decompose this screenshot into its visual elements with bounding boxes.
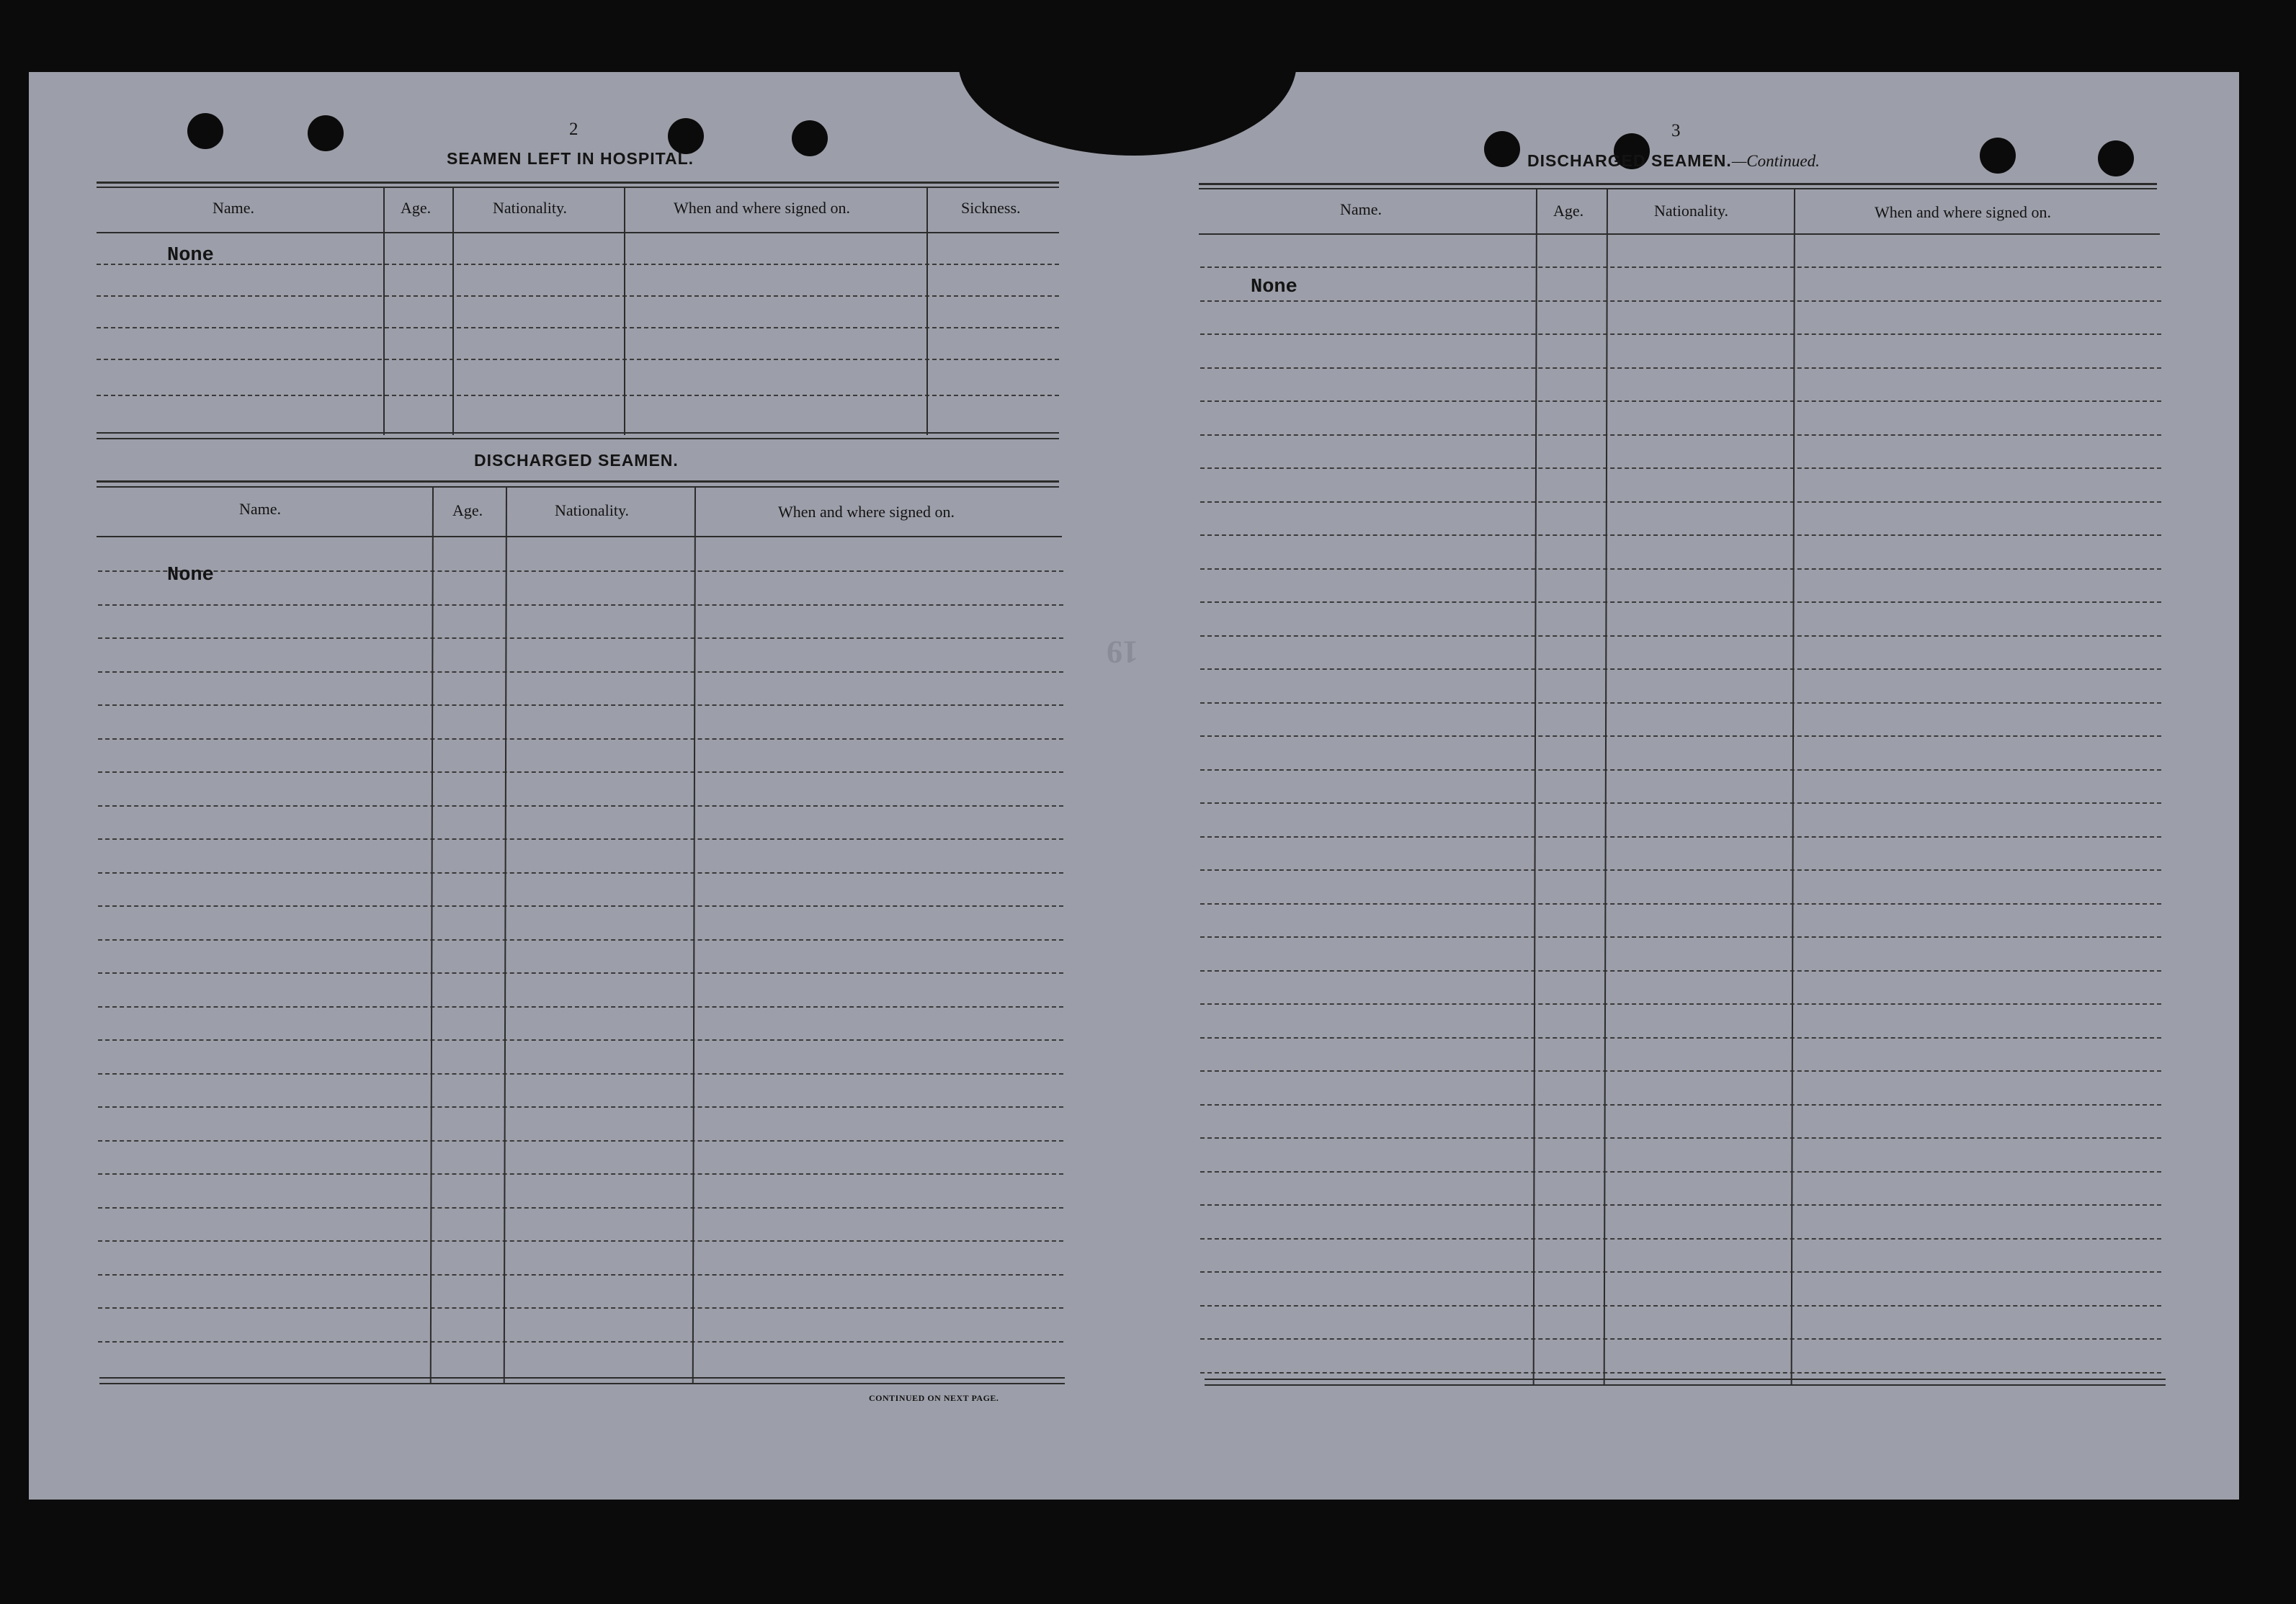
ruled-row-line [98,604,1063,606]
right-table-bottom-rule [1205,1379,2166,1380]
ruled-row-line [1200,1338,2161,1340]
ruled-row-line [1200,367,2161,369]
ruled-row-line [1200,534,2161,536]
ruled-row-line [1200,769,2161,771]
hospital-row-line [97,264,1059,265]
ruled-row-line [98,939,1063,941]
punch-hole [2098,140,2134,176]
document-sheet [29,72,2239,1500]
ruled-row-line [1200,1238,2161,1240]
right-col-nationality: Nationality. [1654,202,1729,220]
discharged-col-age: Age. [452,501,483,519]
right-section-title [1527,151,1820,171]
page-number-left: 2 [569,120,579,139]
punch-hole [187,113,223,149]
ruled-row-line [98,1106,1063,1108]
hospital-section-title: SEAMEN LEFT IN HOSPITAL. [447,149,694,168]
ruled-row-line [1200,333,2161,335]
hospital-table-top-rule [97,187,1059,188]
ruled-row-line [1200,735,2161,737]
hospital-row-line [97,395,1059,396]
ruled-row-line [1200,1137,2161,1139]
discharged-header-rule [97,536,1062,537]
right-section-title-suffix: —Continued. [1731,152,1820,170]
right-section-title-main: DISCHARGED SEAMEN. [1527,151,1732,170]
discharged-table-bottom-rule [99,1377,1065,1379]
ruled-row-line [98,738,1063,740]
ruled-row-line [98,1207,1063,1209]
ruled-row-line [98,1240,1063,1242]
ruled-row-line [98,838,1063,840]
ruled-row-line [1200,869,2161,871]
ruled-row-line [98,1140,1063,1142]
ruled-row-line [98,671,1063,673]
ruled-row-line [98,637,1063,639]
hospital-row-line [97,359,1059,360]
ruled-row-line [1200,1171,2161,1173]
discharged-table-top-rule [97,480,1059,483]
ruled-row-line [1200,802,2161,804]
ruled-row-line [98,771,1063,773]
ruled-row-line [98,570,1063,572]
ruled-row-line [1200,300,2161,302]
ruled-row-line [98,972,1063,974]
hospital-header-rule [97,232,1059,233]
punch-hole [1484,131,1520,167]
ruled-row-line [1200,1003,2161,1005]
discharged-col-signed-on: When and where signed on. [778,503,955,521]
right-col-signed-on: When and where signed on. [1875,203,2051,221]
hospital-col-signed-on: When and where signed on. [674,199,850,217]
discharged-col-nationality: Nationality. [555,501,630,519]
hospital-col-age: Age. [401,199,432,217]
ruled-row-line [1200,1070,2161,1072]
hospital-col-divider [926,187,928,435]
ruled-row-line [1200,1037,2161,1039]
ruled-row-line [98,1173,1063,1175]
ruled-row-line [1200,601,2161,603]
ruled-row-line [98,1073,1063,1075]
ruled-row-line [98,905,1063,907]
ruled-row-line [1200,266,2161,268]
ruled-row-line [1200,568,2161,570]
ruled-row-line [1200,434,2161,436]
discharged-entry-none: None [167,565,214,586]
ruled-row-line [1200,1372,2161,1374]
ruled-row-line [1200,1305,2161,1307]
punch-hole [1980,138,2016,174]
ruled-row-line [1200,1104,2161,1106]
ruled-row-line [98,805,1063,807]
discharged-table-top-rule [97,486,1059,488]
punch-hole [792,120,828,156]
right-table-top-rule [1199,188,2157,189]
ruled-row-line [1200,702,2161,704]
ruled-row-line [1200,467,2161,469]
hospital-col-divider [624,187,625,435]
ruled-row-line [98,1341,1063,1343]
hospital-row-line [97,327,1059,328]
ruled-row-line [98,1039,1063,1041]
page-number-right: 3 [1671,121,1681,140]
ruled-row-line [1200,1204,2161,1206]
ruled-row-line [98,1274,1063,1276]
hospital-entry-none: None [167,245,214,266]
discharged-table-bottom-rule [99,1383,1065,1384]
right-col-name: Name. [1340,200,1382,218]
hospital-col-name: Name. [213,199,255,217]
ruled-row-line [98,704,1063,706]
ruled-row-line [98,1006,1063,1008]
ruled-row-line [1200,970,2161,972]
right-table-top-rule [1199,183,2157,185]
ruled-row-line [1200,668,2161,670]
hospital-table-top-rule [97,182,1059,184]
right-table-bottom-rule [1205,1384,2166,1386]
ruled-row-line [1200,400,2161,402]
right-col-age: Age. [1553,202,1584,220]
discharged-col-name: Name. [239,500,282,518]
ruled-row-line [1200,903,2161,905]
hospital-table-bottom-rule [97,438,1059,439]
continued-note: CONTINUED ON NEXT PAGE. [869,1393,999,1403]
hospital-col-sickness: Sickness. [961,199,1021,217]
right-entry-none: None [1251,277,1297,298]
ruled-row-line [1200,936,2161,938]
hospital-table-bottom-rule [97,432,1059,434]
ruled-row-line [1200,635,2161,637]
hospital-col-divider [383,187,385,435]
discharged-section-title: DISCHARGED SEAMEN. [474,451,679,470]
ruled-row-line [1200,501,2161,503]
hospital-row-line [97,295,1059,297]
hospital-col-divider [452,187,454,435]
hospital-col-nationality: Nationality. [493,199,568,217]
bleed-through-number: 19 [1107,635,1138,670]
ruled-row-line [1200,836,2161,838]
ruled-row-line [1200,1271,2161,1273]
right-header-rule [1199,233,2160,235]
punch-hole [308,115,344,151]
ruled-row-line [98,1307,1063,1309]
ruled-row-line [98,872,1063,874]
